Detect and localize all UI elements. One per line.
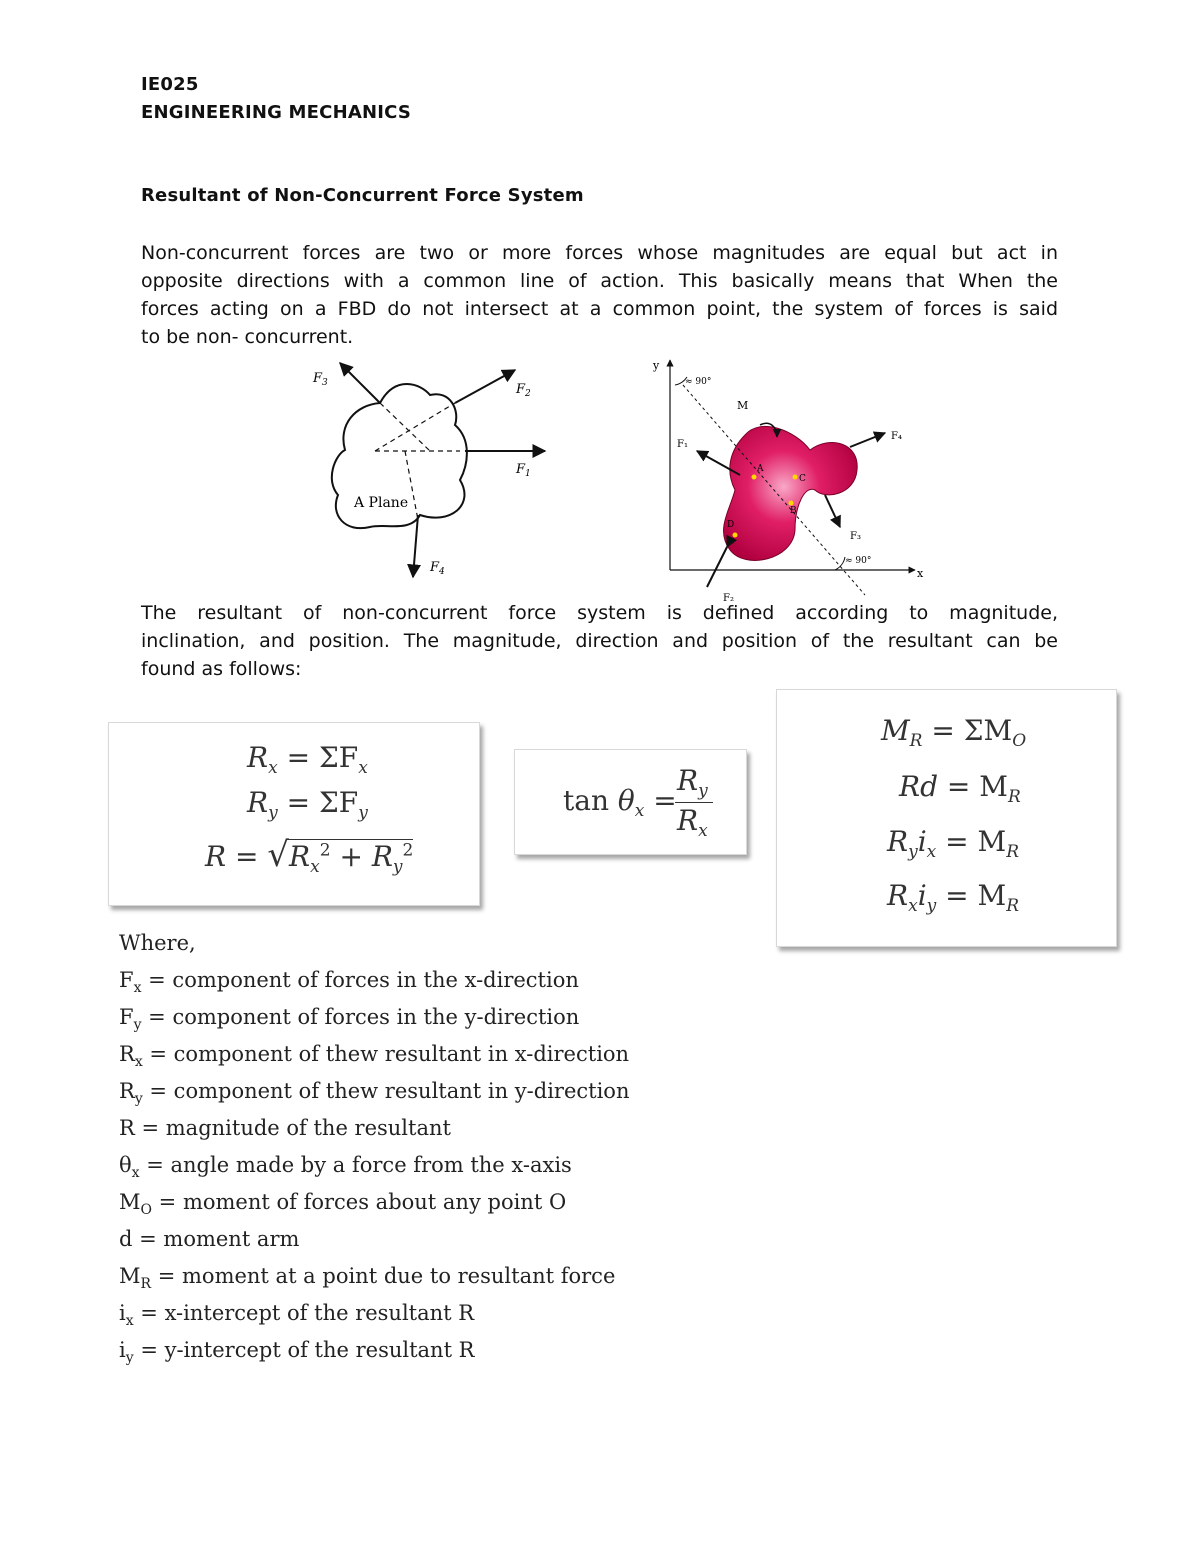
ry-equation: $R_y = \Sigma F_y$ <box>247 786 368 823</box>
intro-line: opposite directions with a common line of action. This basically means that When the <box>141 270 1058 292</box>
rigid-body <box>724 426 858 560</box>
label-f4: F₄ <box>891 431 902 442</box>
point-b: B <box>790 506 797 516</box>
intro-paragraph <box>141 239 1058 351</box>
components-equation-box <box>108 722 480 906</box>
course-code: IE025 <box>141 74 199 95</box>
resultant-line: inclination, and position. The magnitude, direction and position of the resultant can be <box>141 630 1058 652</box>
point-c: C <box>799 474 806 484</box>
label-f2: F₂ <box>723 593 734 604</box>
label-f2: $F_2$ <box>516 382 531 399</box>
label-f1: F₁ <box>677 439 688 450</box>
resultant-paragraph <box>141 599 1058 683</box>
angle-top-label: ≈ 90° <box>685 377 712 387</box>
plane-label: A Plane <box>354 495 409 511</box>
moment-equation-box <box>776 689 1117 947</box>
intro-line: Non-concurrent forces are two or more forces whose magnitudes are equal but act in <box>141 242 1058 264</box>
body-force-diagram <box>645 355 935 605</box>
definition-item: $R_x$ = component of thew resultant in x-direction <box>119 1042 630 1070</box>
direction-equation-box <box>514 749 747 855</box>
force-f4-arrow <box>850 433 885 447</box>
definition-item: $F_y$ = component of forces in the y-direction <box>119 1005 580 1033</box>
angle-bottom-label: ≈ 90° <box>845 556 872 566</box>
x-axis-label: x <box>917 567 924 580</box>
section-title: Resultant of Non-Concurrent Force System <box>141 185 584 206</box>
definition-item: $F_x$ = component of forces in the x-direction <box>119 968 579 996</box>
force-f2-arrow <box>707 547 727 587</box>
point-a: A <box>757 464 764 474</box>
definition-item: $i_y$ = y-intercept of the resultant R <box>119 1338 475 1366</box>
definition-item: $i_x$ = x-intercept of the resultant R <box>119 1301 475 1329</box>
definition-item: $M_O$ = moment of forces about any point O <box>119 1190 567 1218</box>
label-f1: $F_1$ <box>516 462 531 479</box>
definition-item: $R_y$ = component of thew resultant in y-direction <box>119 1079 630 1107</box>
rx-iy-equation: $R_xi_y = M_R$ <box>887 879 1020 916</box>
definition-item: d = moment arm <box>119 1227 300 1251</box>
tan-denominator: $R_x$ <box>677 804 708 841</box>
resultant-line: found as follows: <box>141 658 302 680</box>
definitions-list <box>119 925 629 1369</box>
label-f4: $F_4$ <box>430 560 445 577</box>
y-axis-label: y <box>653 359 660 372</box>
moment-label: M <box>737 399 749 412</box>
r-magnitude-equation: $R = √R_x^2 + R_y^2$ <box>205 835 414 877</box>
rx-equation: $R_x = \Sigma F_x$ <box>247 741 368 778</box>
point-d: D <box>727 520 735 530</box>
tan-equation: $\tan \theta_x$ = <box>563 784 677 821</box>
rd-equation: $Rd = M_R$ <box>899 770 1021 807</box>
where-label: Where, <box>119 931 196 955</box>
plane-force-diagram <box>300 355 570 585</box>
definition-item: $M_R$ = moment at a point due to resultant force <box>119 1264 616 1292</box>
course-title: ENGINEERING MECHANICS <box>141 102 412 123</box>
definition-item: $\theta_x$ = angle made by a force from the x-axis <box>119 1153 572 1181</box>
intro-line: to be non- concurrent. <box>141 326 354 348</box>
label-f3: $F_3$ <box>313 371 328 388</box>
force-f3-arrow <box>825 495 840 527</box>
force-f4-arrow <box>413 515 418 577</box>
ry-ix-equation: $R_yi_x = M_R$ <box>887 825 1020 862</box>
mr-equation: $M_R = \Sigma M_O$ <box>881 714 1027 751</box>
force-f2-arrow <box>455 370 515 403</box>
fraction-bar <box>675 802 713 803</box>
tan-numerator: $R_y$ <box>677 764 708 801</box>
force-f3-arrow <box>340 363 380 403</box>
intro-line: forces acting on a FBD do not intersect at a common point, the system of forces is said <box>141 298 1058 320</box>
resultant-line: The resultant of non-concurrent force system is defined according to magnitude, <box>141 602 1058 624</box>
label-f3: F₃ <box>850 531 861 542</box>
definition-item: R = magnitude of the resultant <box>119 1116 451 1140</box>
